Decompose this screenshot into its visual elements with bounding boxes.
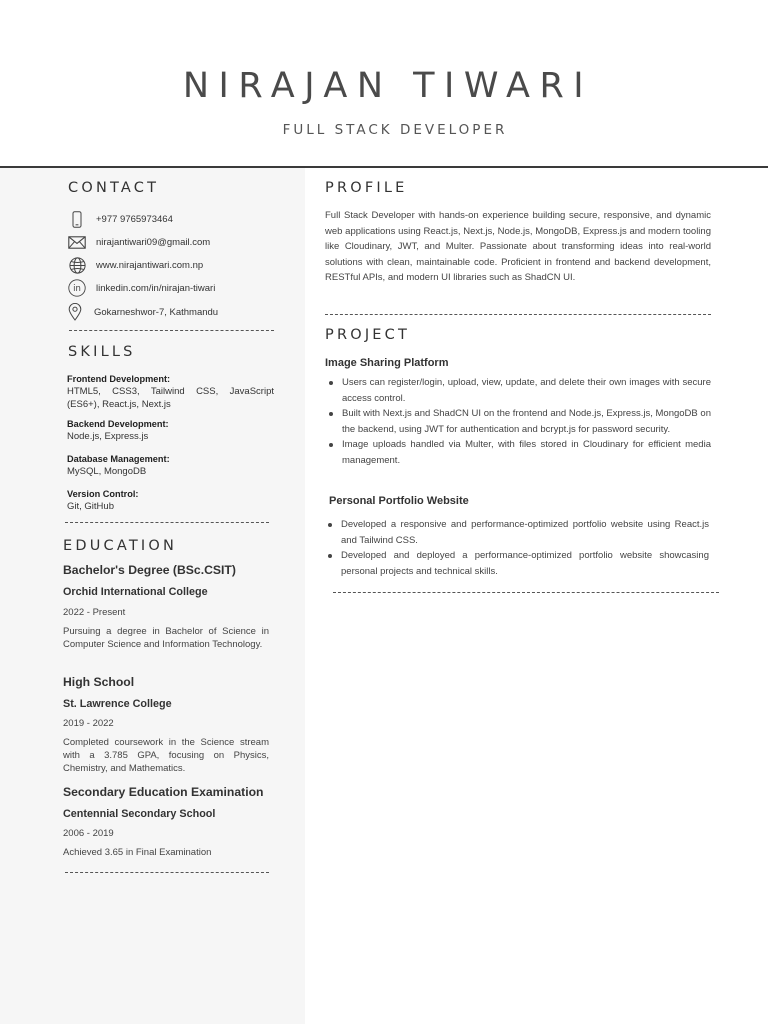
education-description: Achieved 3.65 in Final Examination [63,847,212,858]
education-description: Pursuing a degree in Bachelor of Science in Computer Science and Information Technology. [63,626,269,650]
list-item: Built with Next.js and ShadCN UI on the frontend and Node.js, Express.js, MongoDB on the backend, using JWT for authentication and bcrypt.js for password security. [325,406,711,437]
profile-divider [325,314,711,315]
skill-frontend [67,373,274,411]
contact-linkedin-text[interactable]: linkedin.com/in/nirajan-tiwari [96,282,216,294]
contact-divider [69,330,274,331]
contact-location [64,303,218,321]
skill-value: HTML5, CSS3, Tailwind CSS, JavaScript (ES6+), React.js, Next.js [67,386,274,410]
contact-website-text[interactable]: www.nirajantiwari.com.np [96,259,204,271]
project-bullet-list [325,375,711,469]
skill-database [67,453,274,478]
contact-location-text: Gokarneshwor-7, Kathmandu [94,306,219,318]
candidate-name: NIRAJAN TIWARI [182,66,594,106]
linkedin-icon [66,279,88,297]
skill-label: Backend Development: [67,419,169,429]
education-school: Orchid International College [63,586,208,598]
contact-email-text[interactable]: nirajantiwari09@gmail.com [96,236,211,248]
contact-website [66,256,203,274]
location-pin-icon [64,303,86,321]
education-section-title: EDUCATION [63,538,178,554]
project-title: Image Sharing Platform [325,357,449,369]
skill-value: Node.js, Express.js [67,431,149,442]
education-divider [65,872,269,873]
profile-summary: Full Stack Developer with hands-on experience building secure, responsive, and dynamic web applications using React.js, Next.js, Node.js, MongoDB, Express.js and modern tooling like Cloudinary, JWT, and Multer. Passionate about transforming ideas into real-world solutions with clean, maintainable code. Proficient in frontend and backend development, RESTful APIs, and modern UI libraries such as ShadCN UI. [325,210,711,284]
education-years: 2019 - 2022 [63,718,114,729]
education-description: Completed coursework in the Science stream with a 3.785 GPA, focusing on Physics, Chemistry, and Mathematics. [63,737,269,774]
profile-section-title: PROFILE [325,180,408,196]
skill-value: MySQL, MongoDB [67,466,147,477]
list-item: Users can register/login, upload, view, update, and delete their own images with secure access control. [325,375,711,406]
globe-icon [66,256,88,274]
skills-section-title: SKILLS [68,344,136,360]
skill-label: Frontend Development: [67,374,171,384]
skill-label: Version Control: [67,489,139,499]
contact-phone [66,210,173,228]
candidate-role: FULL STACK DEVELOPER [282,122,508,138]
project-title: Personal Portfolio Website [329,495,469,507]
education-school: Centennial Secondary School [63,808,216,820]
education-degree: Bachelor's Degree (BSc.CSIT) [63,563,236,577]
mail-icon [66,233,88,251]
contact-linkedin [66,279,215,297]
contact-section-title: CONTACT [68,180,160,196]
main-panel [305,168,768,1024]
contact-email [66,233,210,251]
svg-text:in: in [73,284,81,295]
skill-label: Database Management: [67,454,170,464]
skills-divider [65,522,269,523]
resume-header [0,0,768,168]
contact-phone-text: +977 9765973464 [96,213,173,225]
project-divider [333,592,719,593]
education-degree: Secondary Education Examination [63,785,264,799]
skill-backend [67,418,274,443]
skill-version-control [67,488,274,513]
education-years: 2006 - 2019 [63,828,114,839]
project-bullet-list [324,517,709,579]
list-item: Image uploads handled via Multer, with files stored in Cloudinary for efficient media management. [325,437,711,468]
list-item: Developed a responsive and performance-optimized portfolio website using React.js and Tailwind CSS. [324,517,709,548]
education-school: St. Lawrence College [63,698,172,710]
project-section-title: PROJECT [325,327,411,343]
education-degree: High School [63,675,135,689]
education-years: 2022 - Present [63,607,126,618]
list-item: Developed and deployed a performance-optimized portfolio website showcasing personal projects and technical skills. [324,548,709,579]
phone-icon [66,210,88,228]
skill-value: Git, GitHub [67,501,114,512]
